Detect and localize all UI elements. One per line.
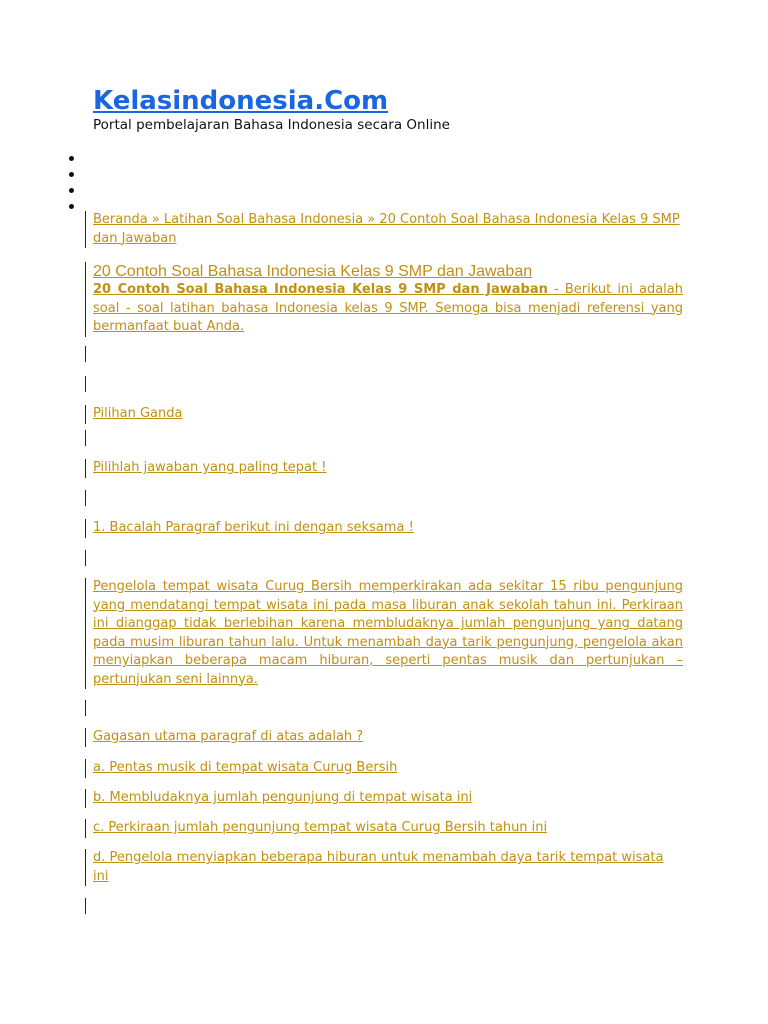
answer-option-d-link[interactable]: d. Pengelola menyiapkan beberapa hiburan untuk menambah daya tarik tempat wisata ini [93, 850, 664, 884]
answer-option-b-link[interactable]: b. Membludaknya jumlah pengunjung di tempat wisata ini [93, 790, 473, 805]
section-heading [85, 405, 683, 424]
instruction-link[interactable]: Pilihlah jawaban yang paling tepat ! [93, 460, 327, 475]
answer-option-b [85, 789, 683, 808]
answer-option-d [85, 849, 683, 886]
site-title-link[interactable]: Kelasindonesia.Com [93, 86, 389, 116]
question-number-link[interactable]: 1. Bacalah Paragraf berikut ini dengan seksama ! [93, 520, 414, 535]
answer-option-c [85, 819, 683, 838]
breadcrumb-current[interactable]: 20 Contoh Soal Bahasa Indonesia Kelas 9 SMP dan Jawaban [93, 212, 680, 246]
question-text [85, 728, 683, 747]
answer-option-a-link[interactable]: a. Pentas musik di tempat wisata Curug Bersih [93, 760, 398, 775]
empty-line [85, 430, 683, 446]
empty-line [85, 376, 683, 392]
empty-line [85, 346, 683, 362]
article-title[interactable]: 20 Contoh Soal Bahasa Indonesia Kelas 9 SMP dan Jawaban [93, 263, 533, 280]
reading-paragraph-link[interactable]: Pengelola tempat wisata Curug Bersih memperkirakan ada sekitar 15 ribu pengunjung yang mendatangi tempat wisata ini pada masa liburan anak sekolah tahun ini. Perkiraan ini dianggap tidak berlebihan karena membludaknya jumlah pengunjung yang datang pada musim liburan tahun lalu. Untuk menambah daya tarik pengunjung, pengelola akan menyiapkan beberapa macam hiburan, seperti pentas musik dan pertunjukan – pertunjukan seni lainnya. [93, 579, 683, 687]
question-text-link[interactable]: Gagasan utama paragraf di atas adalah ? [93, 729, 364, 744]
answer-option-a [85, 759, 683, 778]
site-tagline: Portal pembelajaran Bahasa Indonesia secara Online [93, 117, 450, 133]
question-number [85, 519, 683, 538]
empty-line [85, 898, 683, 914]
empty-line [85, 490, 683, 506]
breadcrumb-separator: » [147, 212, 164, 227]
answer-option-c-link[interactable]: c. Perkiraan jumlah pengunjung tempat wisata Curug Bersih tahun ini [93, 820, 548, 835]
breadcrumb-separator: » [363, 212, 380, 227]
section-heading-link[interactable]: Pilihan Ganda [93, 406, 183, 421]
article-intro [93, 281, 683, 337]
empty-line [85, 700, 683, 716]
breadcrumb-category[interactable]: Latihan Soal Bahasa Indonesia [163, 212, 364, 227]
article-header [85, 262, 683, 337]
instruction [85, 459, 683, 478]
breadcrumb-home[interactable]: Beranda [93, 212, 148, 227]
article-intro-link[interactable]: 20 Contoh Soal Bahasa Indonesia Kelas 9 SMP dan Jawaban [93, 282, 548, 297]
reading-paragraph [85, 578, 683, 689]
article-intro-text: - Berikut ini adalah soal - soal latihan bahasa Indonesia kelas 9 SMP. Semoga bisa menjadi referensi yang bermanfaat buat Anda. [93, 282, 683, 334]
empty-line [85, 550, 683, 566]
breadcrumb [85, 211, 683, 248]
